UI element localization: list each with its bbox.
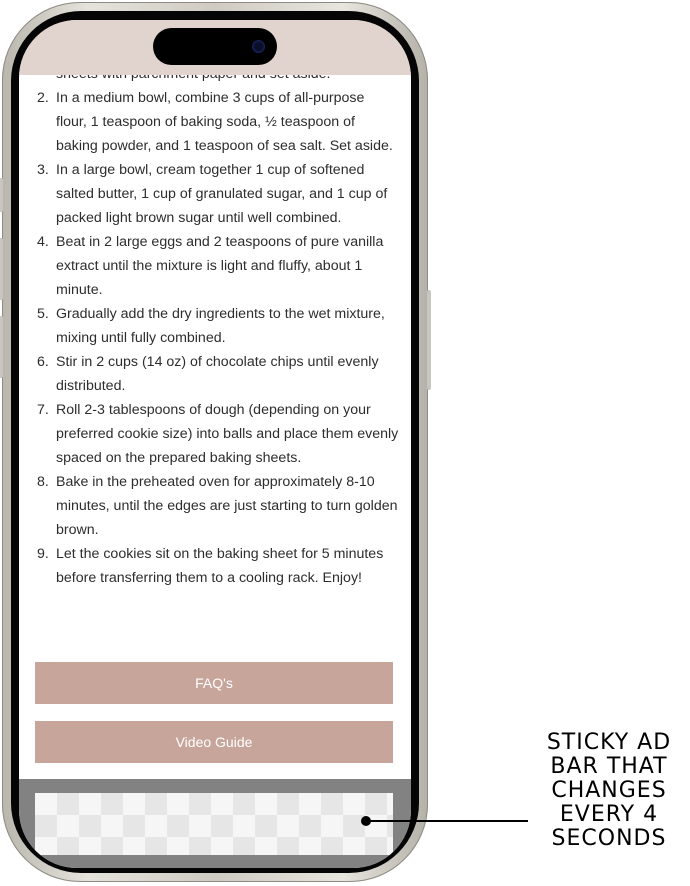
callout-line <box>366 820 528 822</box>
step-text: Bake in the preheated oven for approximately 8-10 minutes, until the edges are just starting to turn golden brown. <box>56 474 398 538</box>
recipe-content <box>19 20 411 868</box>
callout-line-text: EVERY 4 <box>559 802 659 827</box>
sticky-ad-bar <box>19 779 411 868</box>
step-text: Beat in 2 large eggs and 2 teaspoons of pure vanilla extract until the mixture is light and fluffy, about 1 minute. <box>56 234 384 298</box>
step-text: Let the cookies sit on the baking sheet for 5 minutes before transferring them to a cooling rack. Enjoy! <box>56 546 384 586</box>
list-item <box>37 230 399 302</box>
step-number: 7. <box>37 402 49 418</box>
volume-up-button <box>0 238 3 300</box>
action-button <box>0 178 3 212</box>
list-item <box>37 86 399 158</box>
list-item <box>37 350 399 398</box>
callout-line-text: BAR THAT <box>550 754 668 779</box>
step-number: 6. <box>37 354 49 370</box>
video-guide-button[interactable]: Video Guide <box>35 721 393 763</box>
step-number: 8. <box>37 474 49 490</box>
list-item <box>37 302 399 350</box>
step-number: 2. <box>37 90 49 106</box>
step-text: Stir in 2 cups (14 oz) of chocolate chips until evenly distributed. <box>56 354 379 394</box>
faq-button[interactable]: FAQ's <box>35 662 393 704</box>
instructions-list <box>37 62 399 590</box>
ad-banner[interactable] <box>35 793 393 855</box>
callout-line-text: SECONDS <box>551 826 667 851</box>
step-number: 5. <box>37 306 49 322</box>
volume-down-button <box>0 316 3 378</box>
callout-annotation <box>538 731 680 851</box>
step-number: 4. <box>37 234 49 250</box>
dynamic-island <box>153 28 277 65</box>
phone-screen <box>19 20 411 868</box>
camera-icon <box>252 40 265 53</box>
power-button <box>427 290 431 390</box>
step-text: Roll 2-3 tablespoons of dough (depending on your preferred cookie size) into balls and place them evenly spaced on the prepared baking sheets. <box>56 402 399 466</box>
list-item <box>37 470 399 542</box>
list-item <box>37 158 399 230</box>
step-number: 9. <box>37 546 49 562</box>
step-text: In a large bowl, cream together 1 cup of softened salted butter, 1 cup of granulated sugar, and 1 cup of packed light brown sugar until well combined. <box>56 162 388 226</box>
step-text: In a medium bowl, combine 3 cups of all-purpose flour, 1 teaspoon of baking soda, ½ teaspoon of baking powder, and 1 teaspoon of sea salt. Set aside. <box>56 90 393 154</box>
step-number: 3. <box>37 162 49 178</box>
callout-line-text: CHANGES <box>551 778 667 803</box>
list-item <box>37 542 399 590</box>
step-text: Gradually add the dry ingredients to the wet mixture, mixing until fully combined. <box>56 306 385 346</box>
callout-line-text: STICKY AD <box>546 730 672 755</box>
list-item <box>37 398 399 470</box>
